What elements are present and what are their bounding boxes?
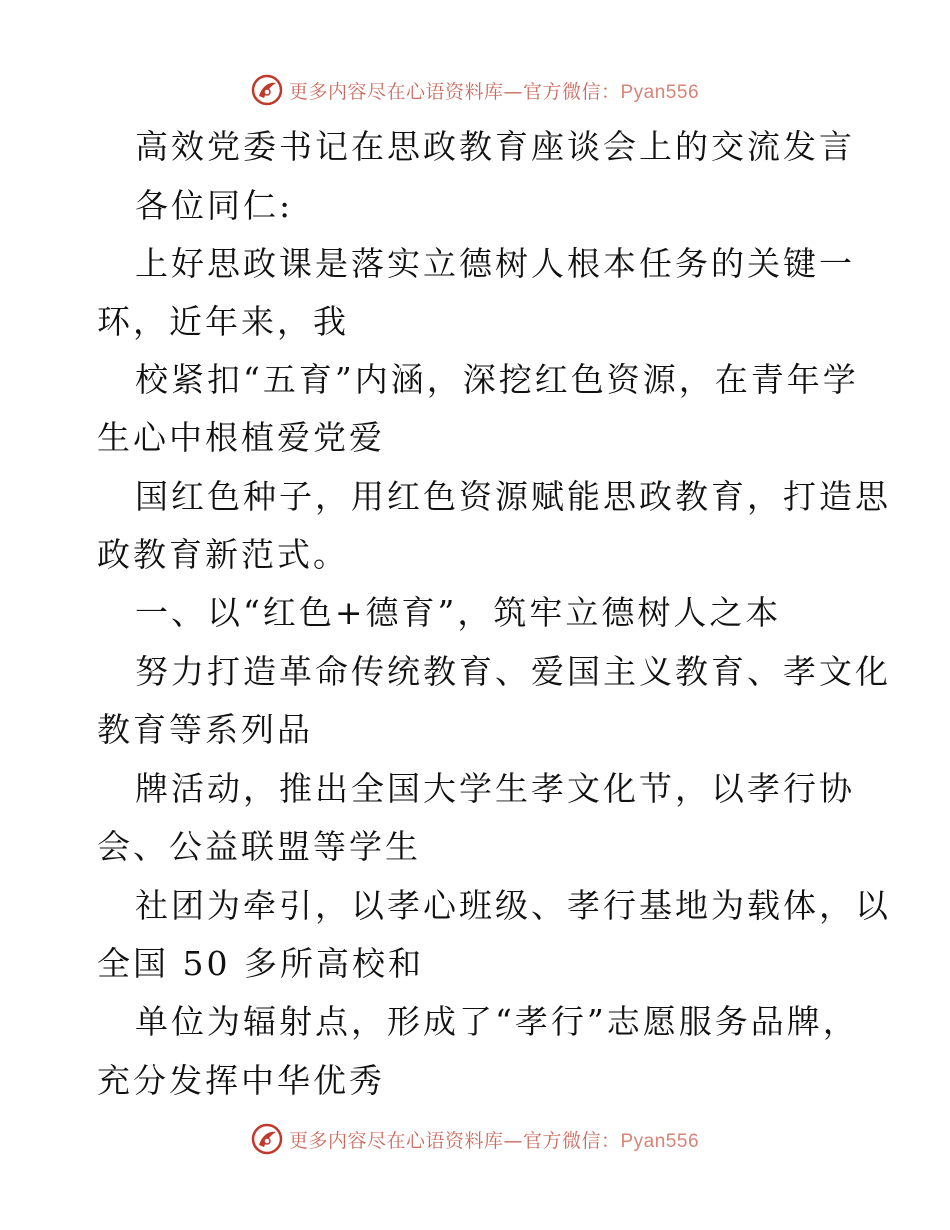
paragraph-line: 环，近年来，我 bbox=[97, 302, 349, 341]
paragraph-line: 政教育新范式。 bbox=[97, 535, 349, 574]
paragraph-line: 上好思政课是落实立德树人根本任务的关键一 bbox=[135, 244, 855, 283]
paragraph-line: 教育等系列品 bbox=[97, 710, 313, 749]
watermark-wechat-id: Pyan556 bbox=[620, 81, 700, 103]
paragraph-line: 单位为辐射点，形成了“孝行”志愿服务品牌， bbox=[135, 1002, 859, 1041]
paragraph-line: 努力打造革命传统教育、爱国主义教育、孝文化 bbox=[135, 652, 891, 691]
section-heading: 一、以“红色+德育”，筑牢立德树人之本 bbox=[135, 593, 782, 632]
footer-watermark bbox=[0, 1119, 950, 1159]
paragraph-line: 牌活动，推出全国大学生孝文化节，以孝行协 bbox=[135, 769, 855, 808]
brand-logo-icon bbox=[251, 1123, 283, 1155]
brand-logo-icon bbox=[251, 74, 283, 106]
paragraph-line: 充分发挥中华优秀 bbox=[97, 1061, 385, 1100]
header-watermark bbox=[0, 70, 950, 110]
document-title: 高效党委书记在思政教育座谈会上的交流发言 bbox=[135, 127, 855, 166]
watermark-wechat-id: Pyan556 bbox=[620, 1130, 700, 1152]
watermark-text: 更多内容尽在心语资料库—官方微信：Pyan556 bbox=[288, 1129, 700, 1152]
paragraph-line: 国红色种子，用红色资源赋能思政教育，打造思 bbox=[135, 477, 891, 516]
watermark-text: 更多内容尽在心语资料库—官方微信：Pyan556 bbox=[288, 80, 700, 103]
paragraph-line: 社团为牵引，以孝心班级、孝行基地为载体，以 bbox=[135, 886, 891, 925]
paragraph-line: 生心中根植爱党爱 bbox=[97, 418, 385, 457]
paragraph-line: 会、公益联盟等学生 bbox=[97, 827, 421, 866]
paragraph-line: 全国 50 多所高校和 bbox=[97, 944, 424, 983]
paragraph-line: 校紧扣“五育”内涵，深挖红色资源，在青年学 bbox=[135, 360, 859, 399]
paragraph-line: 各位同仁: bbox=[135, 186, 294, 225]
